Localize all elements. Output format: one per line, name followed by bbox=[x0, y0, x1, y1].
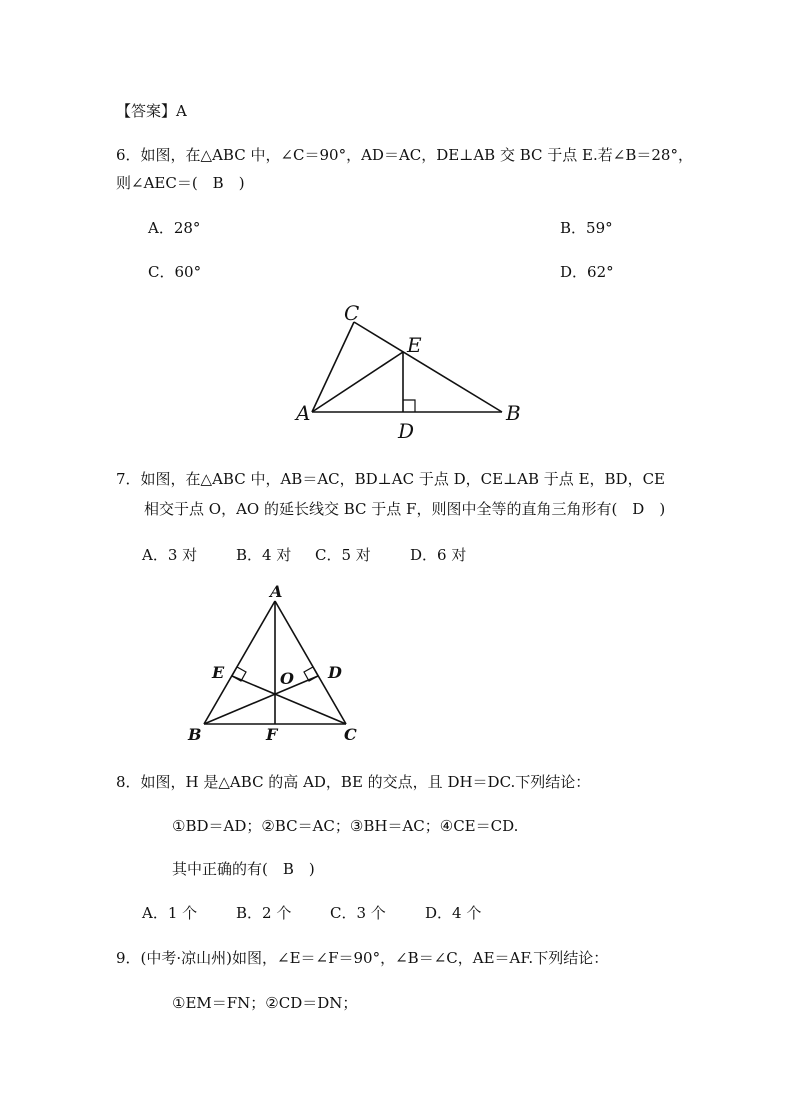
q8-stem-line3: 其中正确的有( B ) bbox=[172, 860, 315, 878]
q7-label-e: E bbox=[212, 663, 225, 682]
q6-label-a: A bbox=[296, 401, 311, 425]
q7-stem-line2: 相交于点 O，AO 的延长线交 BC 于点 F，则图中全等的直角三角形有( D ) bbox=[144, 500, 666, 518]
q9-statements: ①EM＝FN；②CD＝DN； bbox=[172, 994, 358, 1012]
q7-option-a: A．3 对 bbox=[142, 546, 198, 564]
q6-label-c: C bbox=[344, 301, 360, 325]
q6-label-d: D bbox=[398, 419, 415, 443]
q7-stem-line1: 7．如图，在△ABC 中，AB＝AC，BD⊥AC 于点 D，CE⊥AB 于点 E，BD，CE bbox=[116, 470, 666, 488]
q6-option-a: A．28° bbox=[148, 219, 201, 237]
q7-label-f: F bbox=[266, 725, 278, 744]
q7-label-a: A bbox=[270, 582, 283, 601]
q6-figure bbox=[290, 300, 530, 445]
q6-option-b: B．59° bbox=[560, 219, 613, 237]
q9-stem-line1: 9．(中考·凉山州)如图，∠E＝∠F＝90°，∠B＝∠C，AE＝AF.下列结论： bbox=[116, 949, 609, 967]
q7-label-c: C bbox=[344, 725, 357, 744]
q7-figure bbox=[180, 580, 370, 745]
q7-segment-bd bbox=[204, 676, 318, 724]
q7-label-d: D bbox=[328, 663, 342, 682]
q6-label-b: B bbox=[506, 401, 521, 425]
previous-answer: 【答案】A bbox=[116, 102, 187, 120]
q6-stem-line2: 则∠AEC＝( B ) bbox=[116, 174, 245, 192]
q8-stem-line1: 8．如图，H 是△ABC 的高 AD，BE 的交点，且 DH＝DC.下列结论： bbox=[116, 773, 591, 791]
q6-option-c: C．60° bbox=[148, 263, 202, 281]
q7-option-d: D．6 对 bbox=[410, 546, 467, 564]
q6-right-angle-mark bbox=[403, 400, 415, 412]
q7-option-c: C．5 对 bbox=[315, 546, 371, 564]
q8-option-d: D．4 个 bbox=[425, 904, 482, 922]
q6-label-e: E bbox=[407, 333, 422, 357]
q6-side-cb bbox=[354, 322, 502, 412]
q7-option-b: B．4 对 bbox=[236, 546, 292, 564]
q8-option-c: C．3 个 bbox=[330, 904, 386, 922]
q8-option-a: A．1 个 bbox=[142, 904, 198, 922]
q7-label-b: B bbox=[188, 725, 202, 744]
q6-stem-line1: 6．如图，在△ABC 中，∠C＝90°，AD＝AC，DE⊥AB 交 BC 于点 E.若∠B＝28°， bbox=[116, 146, 693, 164]
q6-option-d: D．62° bbox=[560, 263, 614, 281]
q7-label-o: O bbox=[280, 669, 294, 688]
q8-option-b: B．2 个 bbox=[236, 904, 292, 922]
q8-statements: ①BD＝AD；②BC＝AC；③BH＝AC；④CE＝CD. bbox=[172, 817, 519, 835]
